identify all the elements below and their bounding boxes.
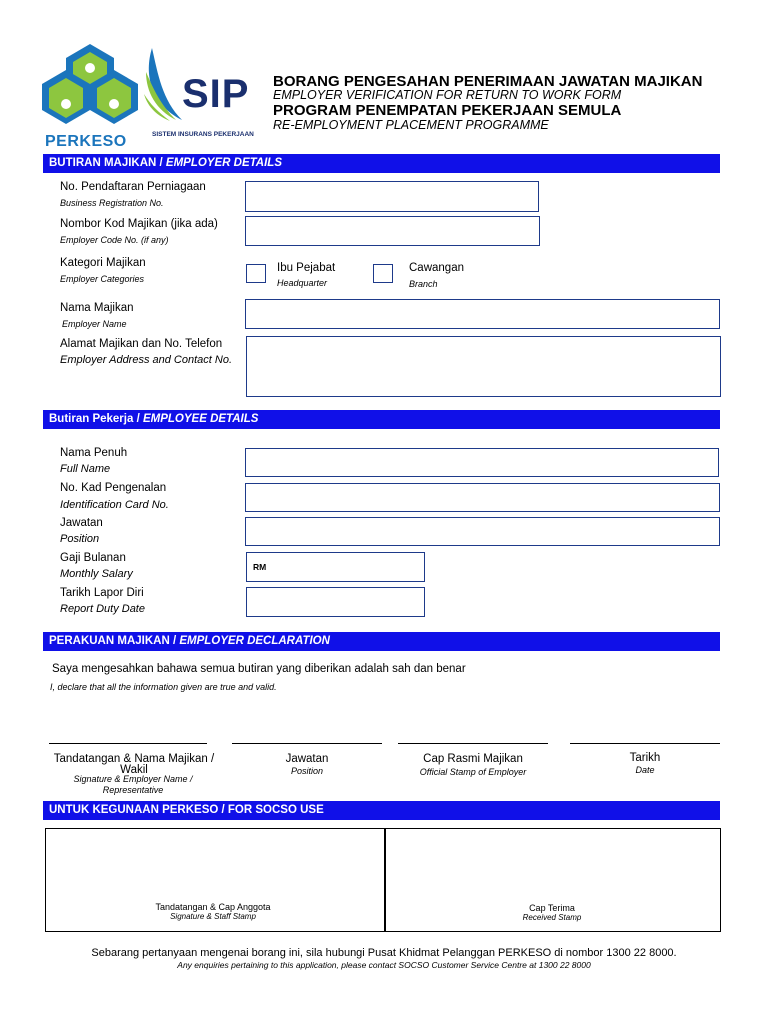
reg-no-input[interactable] xyxy=(245,181,539,212)
perkeso-hexagon-icon xyxy=(40,42,140,126)
employee-section-en: EMPLOYEE DETAILS xyxy=(142,413,259,425)
program-subtitle: RE-EMPLOYMENT PLACEMENT PROGRAMME xyxy=(273,118,549,132)
form-subtitle: EMPLOYER VERIFICATION FOR RETURN TO WORK FORM xyxy=(273,88,622,102)
declaration-section-en: EMPLOYER DECLARATION xyxy=(179,635,330,647)
employer-address-input[interactable] xyxy=(246,336,721,397)
official-stamp-label: Cap Rasmi Majikan xyxy=(423,753,523,765)
salary-label: Gaji Bulanan xyxy=(60,552,126,564)
perkeso-logo-text: PERKESO xyxy=(45,133,127,150)
employer-category-label: Kategori Majikan xyxy=(60,257,146,269)
position-line xyxy=(232,743,382,744)
employer-section-ms: BUTIRAN MAJIKAN / xyxy=(49,157,166,169)
employer-category-sublabel: Employer Categories xyxy=(60,274,145,284)
received-stamp-label: Cap Terima xyxy=(529,903,575,913)
report-date-sublabel: Report Duty Date xyxy=(60,603,145,615)
stamp-line xyxy=(398,743,548,744)
employer-name-sublabel: Employer Name xyxy=(62,319,127,329)
signature-label: Tandatangan & Nama Majikan / Wakil xyxy=(53,753,215,776)
headquarter-sublabel: Headquarter xyxy=(277,278,328,288)
footer-text-en: Any enquiries pertaining to this application, please contact SOCSO Customer Service Centre at 1300 22 8000 xyxy=(177,960,591,970)
date-line xyxy=(570,743,720,744)
salary-sublabel: Monthly Salary xyxy=(60,568,133,580)
headquarter-checkbox[interactable] xyxy=(246,264,266,283)
date-label: Tarikh xyxy=(629,752,661,764)
signature-position-sublabel: Position xyxy=(290,766,324,776)
employer-section-header xyxy=(43,154,720,173)
employer-code-sublabel: Employer Code No. (if any) xyxy=(60,235,169,245)
official-stamp-sublabel: Official Stamp of Employer xyxy=(419,767,527,777)
socso-section-header: UNTUK KEGUNAAN PERKESO / FOR SOCSO USE xyxy=(43,801,720,820)
report-date-input[interactable] xyxy=(246,587,425,617)
full-name-input[interactable] xyxy=(245,448,719,477)
branch-sublabel: Branch xyxy=(409,279,438,289)
declaration-text: Saya mengesahkan bahawa semua butiran yang diberikan adalah sah dan benar xyxy=(52,663,466,675)
ic-no-label: No. Kad Pengenalan xyxy=(60,482,167,494)
full-name-sublabel: Full Name xyxy=(60,463,111,475)
declaration-text-en: I, declare that all the information given are true and valid. xyxy=(50,682,277,692)
employer-address-label: Alamat Majikan dan No. Telefon xyxy=(60,338,223,350)
footer-text: Sebarang pertanyaan mengenai borang ini, sila hubungi Pusat Khidmat Pelanggan PERKESO di nombor 1300 22 8000. xyxy=(91,947,677,959)
position-label: Jawatan xyxy=(60,517,103,529)
signature-sublabel: Signature & Employer Name / Representative xyxy=(73,774,193,795)
declaration-section-ms: PERAKUAN MAJIKAN / xyxy=(49,635,180,647)
sip-logo-text: SIP xyxy=(182,72,250,116)
signature-position-label: Jawatan xyxy=(285,753,329,765)
position-sublabel: Position xyxy=(60,533,100,545)
position-input[interactable] xyxy=(245,517,720,546)
declaration-section-header xyxy=(43,632,720,651)
staff-signature-label: Tandatangan & Cap Anggota xyxy=(155,902,271,912)
reg-no-label: No. Pendaftaran Perniagaan xyxy=(60,181,206,193)
received-stamp-sublabel: Received Stamp xyxy=(522,913,582,922)
employee-section-header xyxy=(43,410,720,429)
staff-signature-sublabel: Signature & Staff Stamp xyxy=(170,912,256,921)
ic-no-input[interactable] xyxy=(245,483,720,512)
reg-no-sublabel: Business Registration No. xyxy=(60,198,164,208)
sip-tagline: SISTEM INSURANS PEKERJAAN xyxy=(152,131,254,138)
report-date-label: Tarikh Lapor Diri xyxy=(60,587,144,599)
program-title: PROGRAM PENEMPATAN PEKERJAAN SEMULA xyxy=(273,102,622,119)
sip-logo xyxy=(142,44,272,144)
branch-checkbox[interactable] xyxy=(373,264,393,283)
employer-code-input[interactable] xyxy=(245,216,540,246)
form-title: BORANG PENGESAHAN PENERIMAAN JAWATAN MAJIKAN xyxy=(273,73,703,90)
full-name-label: Nama Penuh xyxy=(60,447,128,459)
employer-section-en: EMPLOYER DETAILS xyxy=(165,157,282,169)
salary-input[interactable] xyxy=(246,552,425,582)
perkeso-logo xyxy=(40,42,140,150)
employer-address-sublabel: Employer Address and Contact No. xyxy=(60,354,233,366)
signature-line xyxy=(49,743,207,744)
employee-section-ms: Butiran Pekerja / xyxy=(49,413,143,425)
date-sublabel: Date xyxy=(635,765,655,775)
employer-name-label: Nama Majikan xyxy=(60,302,134,314)
currency-prefix: RM xyxy=(253,562,267,572)
ic-no-sublabel: Identification Card No. xyxy=(60,499,169,511)
headquarter-label: Ibu Pejabat xyxy=(277,262,336,274)
employer-code-label: Nombor Kod Majikan (jika ada) xyxy=(60,218,218,230)
employer-name-input[interactable] xyxy=(245,299,720,329)
branch-label: Cawangan xyxy=(409,262,464,274)
